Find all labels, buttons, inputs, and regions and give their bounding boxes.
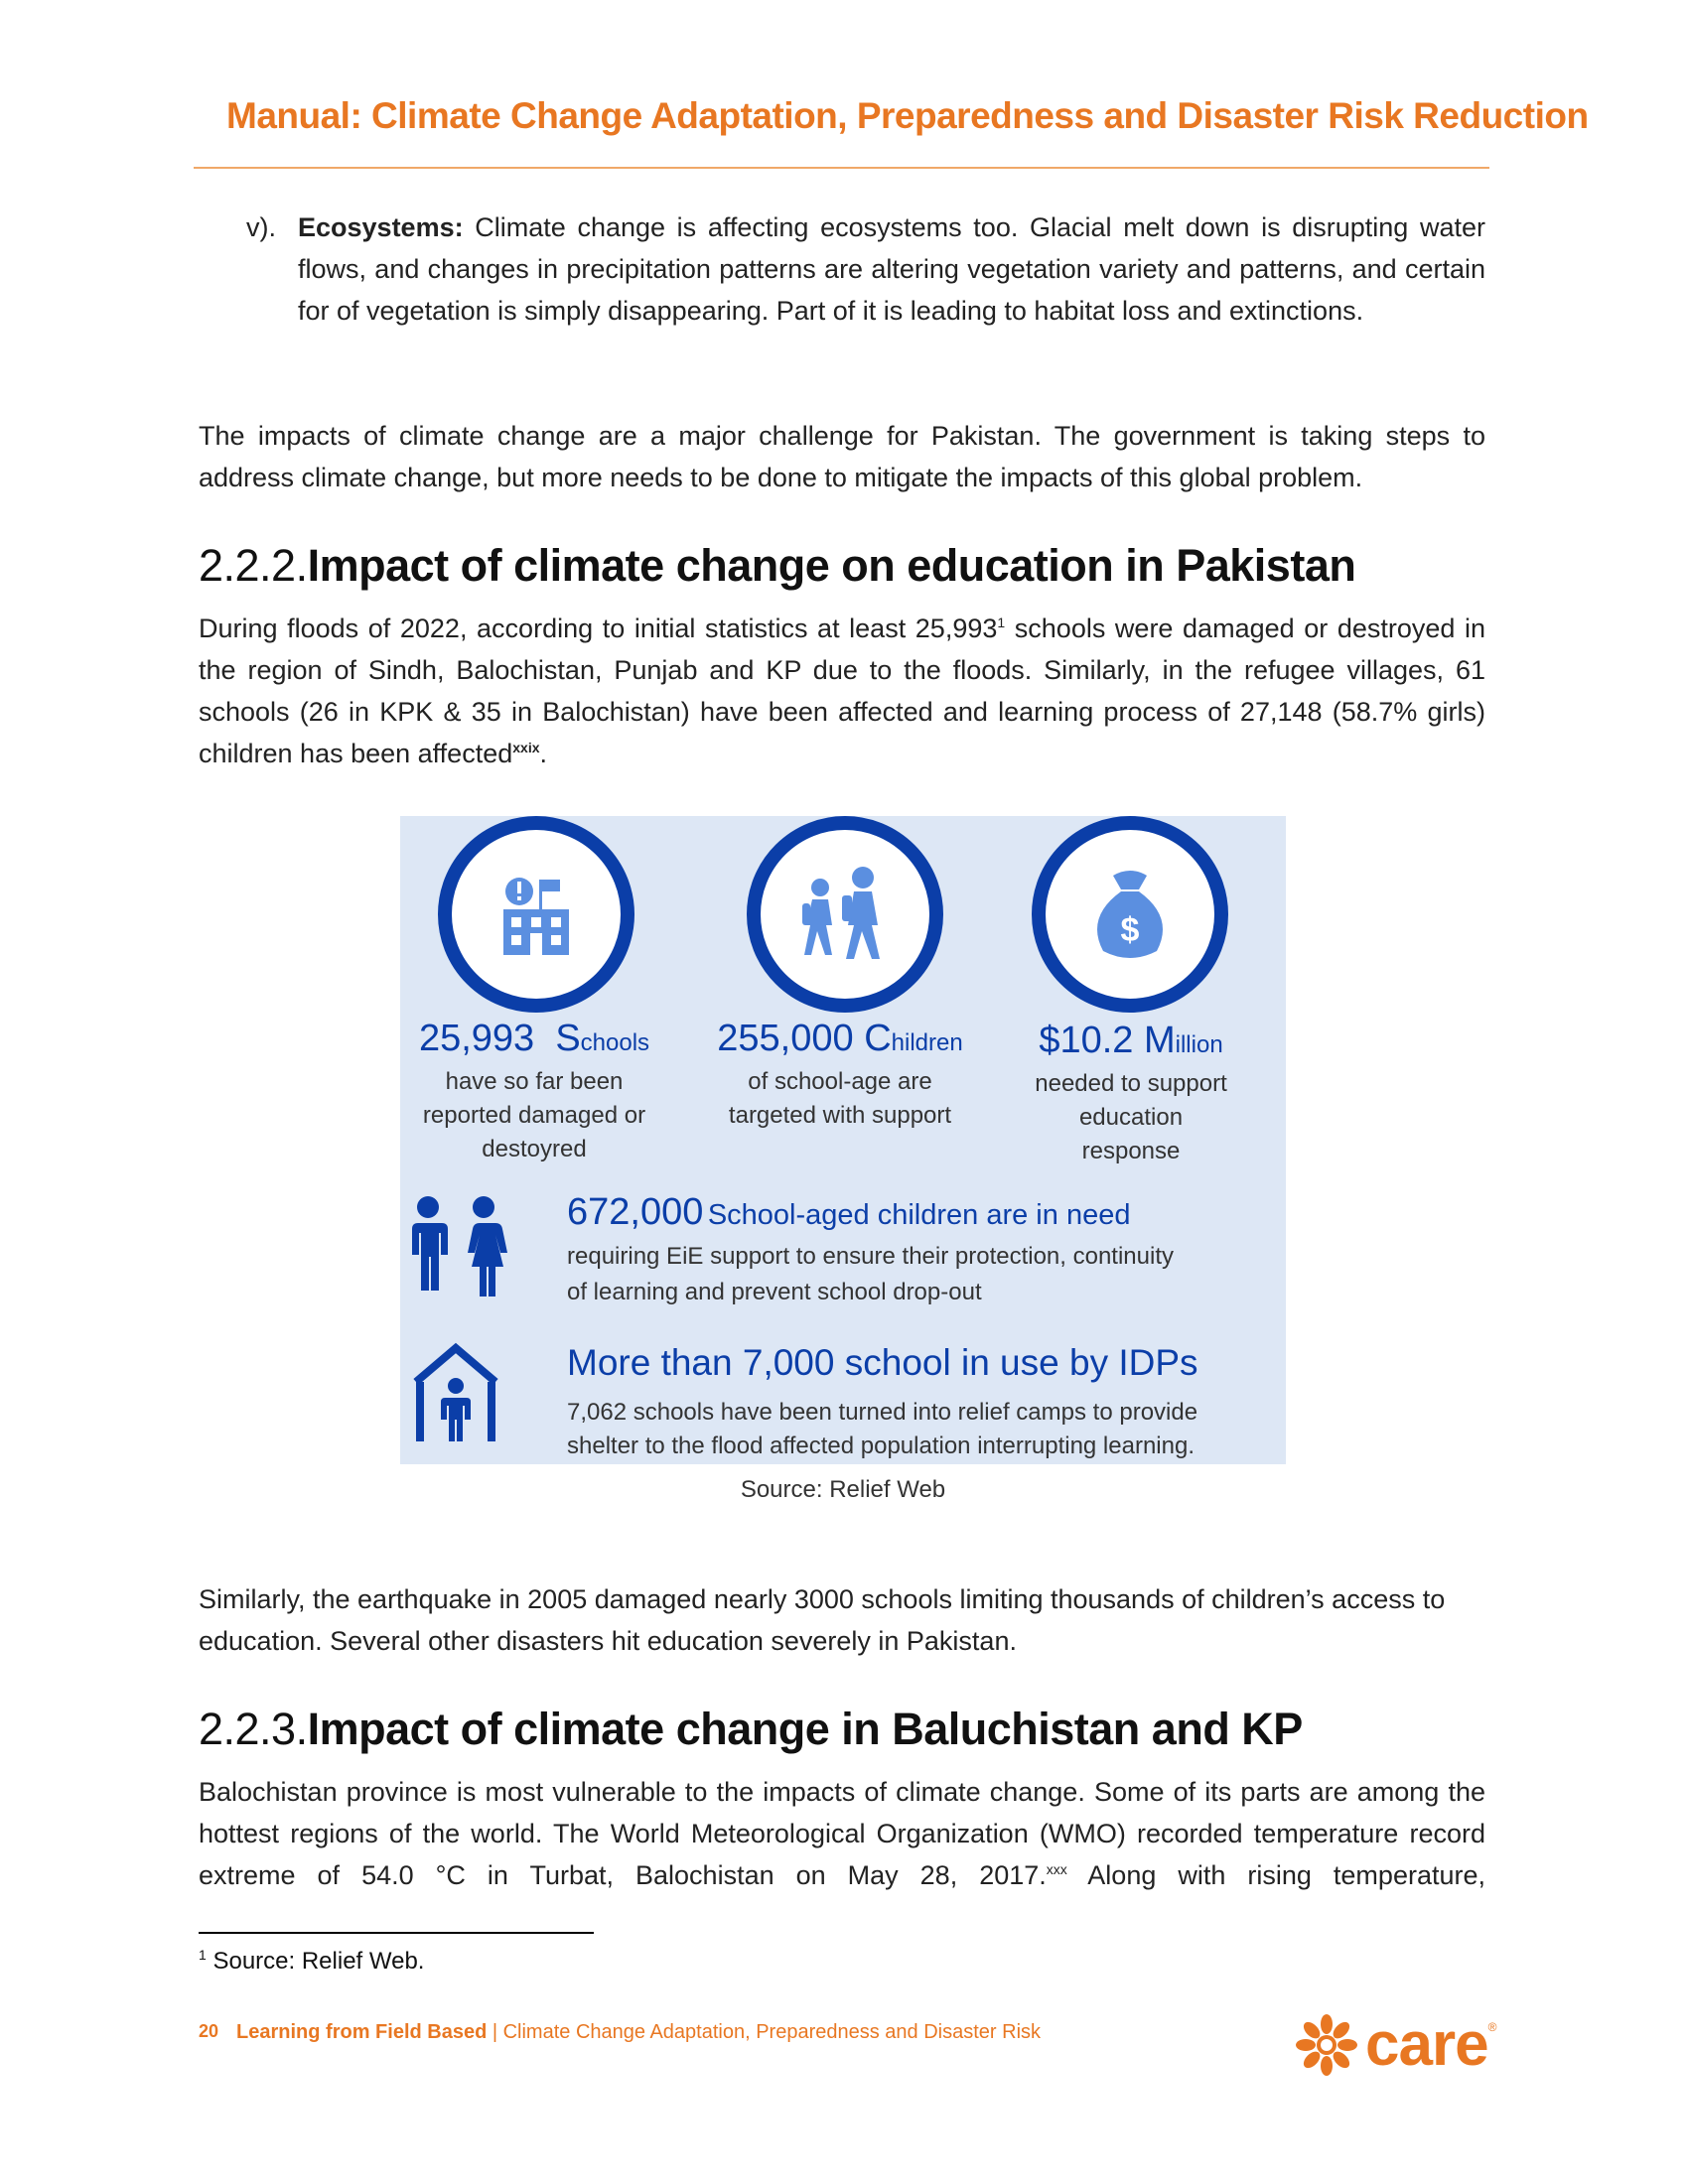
footer-title: Learning from Field Based <box>236 2021 488 2043</box>
education-impact-infographic <box>400 816 1286 1464</box>
school-ring <box>438 816 634 1013</box>
impacts-paragraph: The impacts of climate change are a major challenge for Pakistan. The government is taking steps to address climate change, but more needs to be done to mitigate the impacts of this global problem. <box>199 421 1485 492</box>
endnote-ref[interactable]: xxix <box>512 740 540 755</box>
stat-schools-number: 25,993 <box>418 1018 535 1059</box>
stat-money-rest: illion <box>1175 1031 1223 1058</box>
stat-schools-head <box>400 1017 668 1065</box>
footnote-ref[interactable]: 1 <box>997 614 1006 630</box>
stat-children-number: 255,000 <box>717 1018 854 1059</box>
earthquake-paragraph: Similarly, the earthquake in 2005 damaged nearly 3000 schools limiting thousands of children’s access to education. Several other disasters hit education severely in Pakistan. <box>199 1584 1446 1656</box>
stat-children-rest: hildren <box>891 1029 963 1056</box>
stat-money-number: $10.2 <box>1039 1020 1134 1061</box>
page-number: 20 <box>199 2021 219 2041</box>
money-ring <box>1032 816 1228 1013</box>
page-footer <box>199 2021 1041 2044</box>
footer-subtitle: | Climate Change Adaptation, Preparedness and Disaster Risk <box>487 2021 1042 2043</box>
section-title: Impact of climate change in Baluchistan and KP <box>307 1704 1303 1754</box>
stat-children-head <box>716 1017 964 1065</box>
footnote <box>199 1948 424 1976</box>
damaged-school-icon <box>452 830 621 999</box>
baluchistan-text-b: Along with rising temperature, <box>1066 1860 1485 1890</box>
idps-head: More than 7,000 school in use by IDPs <box>567 1342 1198 1383</box>
need-line-2: of learning and prevent school drop-out <box>567 1279 982 1305</box>
boy-girl-icon <box>400 1191 519 1310</box>
section-number: 2.2.3. <box>199 1704 308 1754</box>
need-number: 672,000 <box>567 1191 704 1233</box>
walking-children-icon <box>761 830 929 999</box>
need-desc <box>567 1239 1174 1310</box>
care-logo <box>1294 2010 1496 2080</box>
need-title: School-aged children are in need <box>707 1199 1131 1231</box>
stat-money-head <box>1032 1019 1230 1067</box>
stat-money-letter: M <box>1143 1020 1176 1061</box>
stat-children-letter: C <box>864 1018 892 1059</box>
stat-money <box>1032 1019 1230 1168</box>
ecosystems-text: Climate change is affecting ecosystems too. Glacial melt down is disrupting water flows, and changes in precipitation patterns are altering vegetation variety and patterns, and certain for of vegetation is simply disappearing. Part of it is leading to habitat loss and extinctions. <box>298 212 1485 326</box>
endnote-ref[interactable]: xxx <box>1046 1861 1067 1877</box>
baluchistan-text-a: Balochistan province is most vulnerable to the impacts of climate change. Some of its parts are among the hottest regions of the world. The World Meteorological Organization (WMO) recorded temperature record extreme of 54.0 °C in Turbat, Balochistan on May 28, 2017. <box>199 1777 1485 1890</box>
stat-schools-letter: S <box>555 1018 581 1059</box>
list-marker: v). <box>246 212 276 242</box>
care-registered-mark: ® <box>1487 2020 1497 2034</box>
stat-schools <box>400 1017 668 1166</box>
section-title: Impact of climate change on education in Pakistan <box>307 540 1356 591</box>
footnote-marker: 1 <box>199 1947 207 1963</box>
care-hands-emblem-icon <box>1294 2012 1359 2078</box>
need-head <box>567 1191 1130 1234</box>
money-bag-icon <box>1046 830 1214 999</box>
section-heading-2-2-3 <box>199 1704 1303 1755</box>
education-text-c: . <box>539 739 548 768</box>
section-number: 2.2.2. <box>199 540 308 591</box>
footnote-divider <box>199 1932 594 1934</box>
stat-schools-desc: have so far been reported damaged or destoyred <box>422 1068 646 1162</box>
ecosystems-term: Ecosystems: <box>298 212 464 242</box>
education-text-a: During floods of 2022, according to initial statistics at least 25,993 <box>199 614 998 643</box>
idps-line-2: shelter to the flood affected population interrupting learning. <box>567 1433 1195 1459</box>
stat-schools-rest: chools <box>580 1029 650 1056</box>
stat-children <box>716 1017 964 1133</box>
footnote-text: Source: Relief Web. <box>206 1948 425 1975</box>
need-line-1: requiring EiE support to ensure their protection, continuity <box>567 1243 1175 1270</box>
education-paragraph <box>199 608 1485 774</box>
idps-desc <box>567 1396 1197 1463</box>
care-logo-word: care <box>1365 2010 1488 2079</box>
stat-children-desc: of school-age are targeted with support <box>728 1068 952 1129</box>
idps-line-1: 7,062 schools have been turned into relief camps to provide <box>567 1399 1198 1426</box>
ecosystems-paragraph <box>298 206 1485 332</box>
running-header-title: Manual: Climate Change Adaptation, Preparedness and Disaster Risk Reduction <box>226 95 1589 136</box>
dollar-sign: $ <box>1120 911 1140 949</box>
baluchistan-paragraph <box>199 1771 1485 1896</box>
section-heading-2-2-2 <box>199 540 1355 592</box>
header-divider <box>194 167 1489 169</box>
education-text-b: schools were damaged or destroyed in the region of Sindh, Balochistan, Punjab and KP due to the floods. Similarly, in the refugee villages, 61 schools (26 in KPK & 35 in Balochistan) have been affected and learning process of 27,148 (58.7% girls) children has been affected <box>199 614 1486 768</box>
shelter-person-icon <box>406 1342 515 1451</box>
children-ring <box>747 816 943 1013</box>
stat-money-desc: needed to support education response <box>1035 1070 1227 1164</box>
infographic-caption: Source: Relief Web <box>740 1476 946 1503</box>
